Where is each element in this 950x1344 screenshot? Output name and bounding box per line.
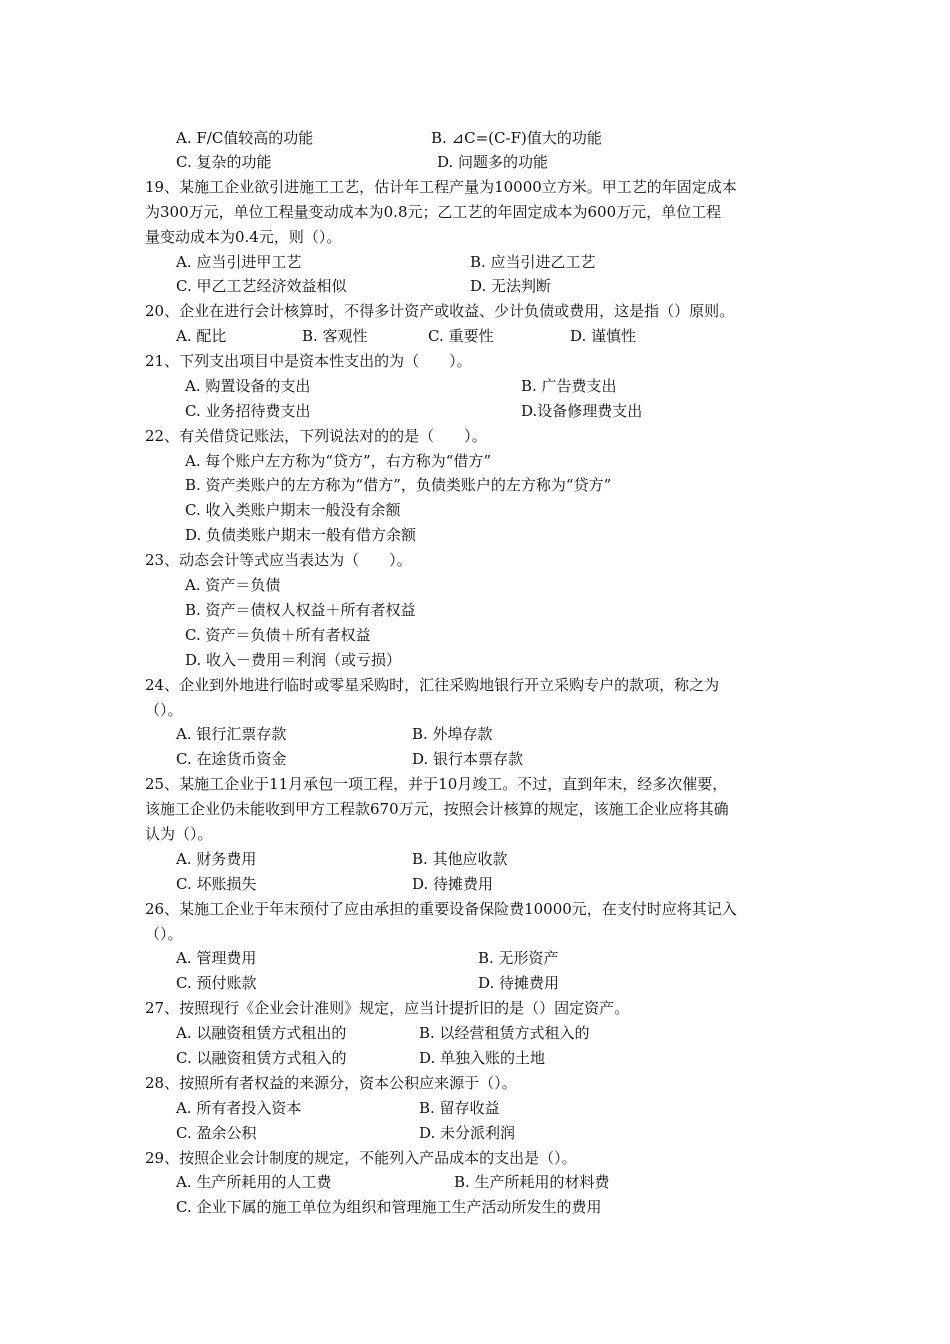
q21-option-d: D.设备修理费支出	[521, 402, 643, 420]
q22-option-a: A. 每个账户左方称为“贷方”，右方称为“借方”	[185, 452, 492, 470]
q24-stem-line1: 24、企业到外地进行临时或零星采购时，汇往采购地银行开立采购专户的款项，称之为	[145, 676, 720, 694]
q21-option-a: A. 购置设备的支出	[185, 377, 311, 395]
q19-stem-line1: 19、某施工企业欲引进施工工艺，估计年工程产量为10000立方米。甲工艺的年固定成本	[145, 178, 737, 196]
q19-stem-line2: 为300万元，单位工程量变动成本为0.8元；乙工艺的年固定成本为600万元，单位工程	[145, 203, 722, 221]
q19-option-b: B. 应当引进乙工艺	[470, 253, 596, 271]
q29-option-a: A. 生产所耗用的人工费	[176, 1173, 332, 1191]
q20-option-d: D. 谨慎性	[570, 327, 637, 345]
q25-option-b: B. 其他应收款	[412, 850, 508, 868]
q18-option-b: B. ⊿C=(C-F)值大的功能	[431, 129, 602, 147]
q20-option-a: A. 配比	[176, 327, 227, 345]
q29-option-c: C. 企业下属的施工单位为组织和管理施工生产活动所发生的费用	[176, 1198, 602, 1216]
q27-option-c: C. 以融资租赁方式租入的	[176, 1049, 347, 1067]
q25-stem-line3: 认为（）。	[145, 825, 213, 843]
q24-option-d: D. 银行本票存款	[412, 750, 524, 768]
q23-stem-line1: 23、动态会计等式应当表达为（ ）。	[145, 551, 412, 569]
q25-option-d: D. 待摊费用	[412, 875, 494, 893]
q19-option-c: C. 甲乙工艺经济效益相似	[176, 277, 347, 295]
q18-option-d: D. 问题多的功能	[437, 153, 549, 171]
q20-option-c: C. 重要性	[428, 327, 494, 345]
q23-option-b: B. 资产＝债权人权益＋所有者权益	[185, 601, 416, 619]
q26-option-a: A. 管理费用	[176, 949, 257, 967]
q23-option-c: C. 资产＝负债＋所有者权益	[185, 626, 371, 644]
q24-stem-line2: （）。	[145, 701, 183, 719]
q26-option-d: D. 待摊费用	[478, 974, 560, 992]
q28-option-a: A. 所有者投入资本	[176, 1099, 302, 1117]
q26-stem-line1: 26、某施工企业于年末预付了应由承担的重要设备保险费10000元，在支付时应将其记入	[145, 900, 737, 918]
q28-option-b: B. 留存收益	[419, 1099, 500, 1117]
q25-option-a: A. 财务费用	[176, 850, 257, 868]
q27-stem-line1: 27、按照现行《企业会计准则》规定，应当计提折旧的是（）固定资产。	[145, 999, 630, 1017]
q21-stem-line1: 21、下列支出项目中是资本性支出的为（ ）。	[145, 352, 472, 370]
q27-option-a: A. 以融资租赁方式租出的	[176, 1024, 347, 1042]
q21-option-c: C. 业务招待费支出	[185, 402, 311, 420]
q24-option-a: A. 银行汇票存款	[176, 725, 287, 743]
q26-option-b: B. 无形资产	[478, 949, 559, 967]
q18-option-c: C. 复杂的功能	[176, 153, 272, 171]
q21-option-b: B. 广告费支出	[521, 377, 617, 395]
q26-option-c: C. 预付账款	[176, 974, 257, 992]
q27-option-b: B. 以经营租赁方式租入的	[419, 1024, 590, 1042]
q22-option-c: C. 收入类账户期末一般没有余额	[185, 501, 401, 519]
q20-stem-line1: 20、企业在进行会计核算时，不得多计资产或收益、少计负债或费用，这是指（）原则。	[145, 302, 735, 320]
q29-stem-line1: 29、按照企业会计制度的规定，不能列入产品成本的支出是（）。	[145, 1149, 577, 1167]
q22-stem-line1: 22、有关借贷记账法，下列说法对的的是（ ）。	[145, 427, 487, 445]
q24-option-c: C. 在途货币资金	[176, 750, 287, 768]
q25-stem-line2: 该施工企业仍未能收到甲方工程款670万元，按照会计核算的规定，该施工企业应将其确	[145, 800, 729, 818]
q27-option-d: D. 单独入账的土地	[419, 1049, 546, 1067]
q19-option-d: D. 无法判断	[470, 277, 552, 295]
q28-option-c: C. 盈余公积	[176, 1124, 257, 1142]
q18-option-a: A. F/C值较高的功能	[176, 129, 314, 147]
q28-option-d: D. 未分派利润	[419, 1124, 516, 1142]
q28-stem-line1: 28、按照所有者权益的来源分，资本公积应来源于（）。	[145, 1074, 517, 1092]
q20-option-b: B. 客观性	[302, 327, 368, 345]
q19-stem-line3: 量变动成本为0.4元，则（）。	[145, 228, 342, 246]
q19-option-a: A. 应当引进甲工艺	[176, 253, 302, 271]
q22-option-b: B. 资产类账户的左方称为“借方”，负债类账户的左方称为“贷方”	[185, 476, 612, 494]
q23-option-d: D. 收入－费用＝利润（或亏损）	[185, 651, 402, 669]
q24-option-b: B. 外埠存款	[412, 725, 493, 743]
q25-stem-line1: 25、某施工企业于11月承包一项工程，并于10月竣工。不过，直到年末，经多次催要，	[145, 775, 728, 793]
q22-option-d: D. 负债类账户期末一般有借方余额	[185, 526, 417, 544]
q26-stem-line2: （）。	[145, 925, 183, 943]
q29-option-b: B. 生产所耗用的材料费	[454, 1173, 610, 1191]
q25-option-c: C. 坏账损失	[176, 875, 257, 893]
q23-option-a: A. 资产＝负债	[185, 576, 281, 594]
